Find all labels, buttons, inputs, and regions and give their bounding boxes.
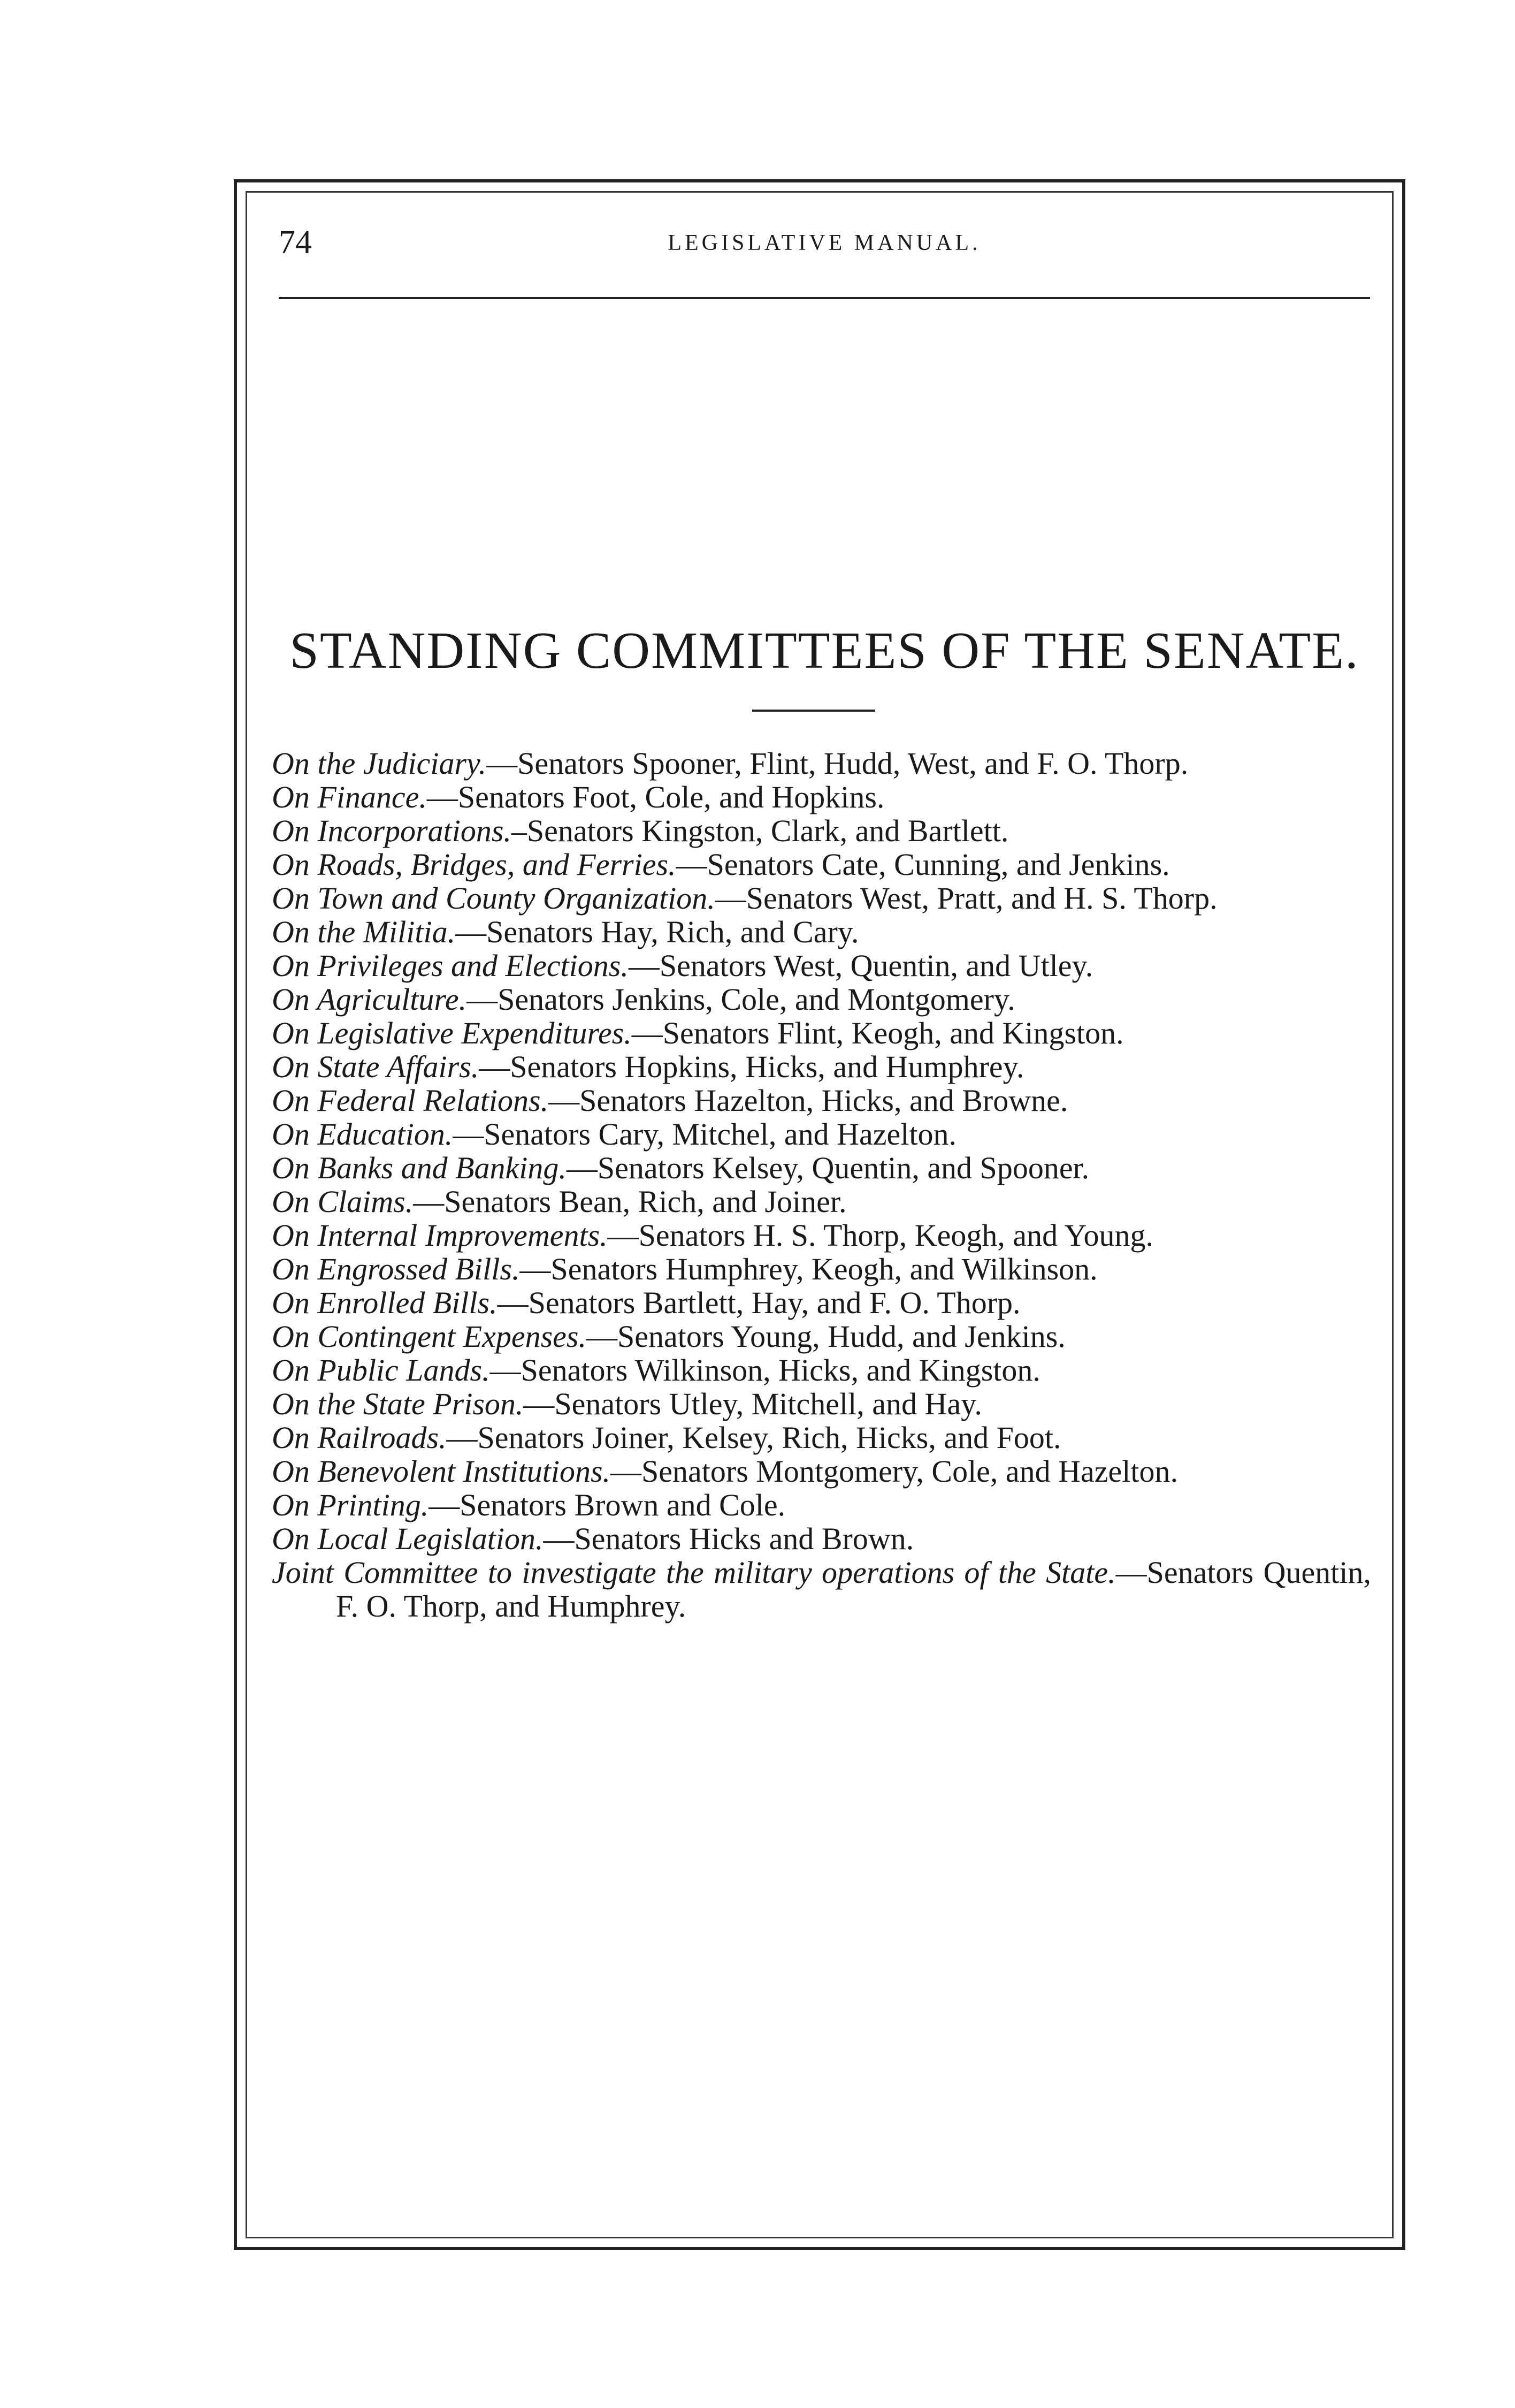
page-number: 74 <box>279 224 312 261</box>
committee-name: On Privileges and Elections. <box>272 948 629 983</box>
title-rule <box>752 710 875 712</box>
committee-members: —Senators West, Pratt, and H. S. Thorp. <box>715 881 1218 916</box>
committee-members: —Senators Flint, Keogh, and Kingston. <box>631 1016 1124 1050</box>
committee-members: —Senators Wilkinson, Hicks, and Kingston. <box>489 1353 1040 1388</box>
committee-entry <box>272 780 1371 814</box>
committee-entry <box>272 1522 1371 1556</box>
committee-name: On Claims. <box>272 1184 414 1219</box>
running-title: LEGISLATIVE MANUAL. <box>668 231 981 255</box>
committee-members: —Senators Jenkins, Cole, and Montgomery. <box>466 982 1015 1017</box>
committee-name: On Legislative Expenditures. <box>272 1016 632 1050</box>
committee-entry <box>272 1421 1371 1454</box>
committee-entry <box>272 1286 1371 1320</box>
committee-name: On Agriculture. <box>272 982 467 1017</box>
committee-entry <box>272 1218 1371 1252</box>
committee-members: —Senators Cate, Cunning, and Jenkins. <box>676 847 1170 882</box>
committee-members: —Senators Quentin, F. O. Thorp, and Humphrey. <box>336 1555 1371 1624</box>
committee-entry <box>272 1320 1371 1353</box>
committee-entry <box>272 1353 1371 1387</box>
committee-name: On Internal Improvements. <box>272 1218 608 1253</box>
committee-members: —Senators Brown and Cole. <box>429 1488 786 1522</box>
committee-entry <box>272 1050 1371 1084</box>
committee-name: On Printing. <box>272 1488 429 1522</box>
committee-members: —Senators Bartlett, Hay, and F. O. Thorp. <box>497 1285 1021 1320</box>
section-title: STANDING COMMITTEES OF THE SENATE. <box>289 622 1359 680</box>
committee-members: —Senators Spooner, Flint, Hudd, West, and F. O. Thorp. <box>486 746 1189 781</box>
committee-entry <box>272 1151 1371 1185</box>
committee-name: On Finance. <box>272 780 427 814</box>
committee-entry <box>272 746 1371 780</box>
committee-entry <box>272 1252 1371 1286</box>
header-rule <box>279 297 1370 299</box>
committee-name: On Enrolled Bills. <box>272 1285 498 1320</box>
committee-members: —Senators Joiner, Kelsey, Rich, Hicks, and Foot. <box>446 1420 1061 1455</box>
committee-name: On Local Legislation. <box>272 1521 544 1556</box>
committee-members: —Senators Montgomery, Cole, and Hazelton. <box>610 1454 1179 1489</box>
committee-entry <box>272 1488 1371 1522</box>
committee-members: —Senators Hay, Rich, and Cary. <box>455 915 859 949</box>
committee-members: —Senators Young, Hudd, and Jenkins. <box>586 1319 1066 1354</box>
committee-members: —Senators Foot, Cole, and Hopkins. <box>426 780 885 814</box>
committee-name: On Railroads. <box>272 1420 447 1455</box>
committee-members: —Senators Kelsey, Quentin, and Spooner. <box>566 1150 1090 1185</box>
running-head <box>279 224 1370 261</box>
committee-members: —Senators H. S. Thorp, Keogh, and Young. <box>607 1218 1154 1253</box>
committee-entry <box>272 949 1371 982</box>
committee-list <box>272 746 1371 1623</box>
committee-entry <box>272 814 1371 848</box>
committee-members: —Senators West, Quentin, and Utley. <box>628 948 1093 983</box>
committee-name: On Benevolent Institutions. <box>272 1454 611 1489</box>
committee-members: —Senators Utley, Mitchell, and Hay. <box>523 1386 982 1421</box>
committee-name: On Town and County Organization. <box>272 881 715 916</box>
committee-members: —Senators Bean, Rich, and Joiner. <box>413 1184 847 1219</box>
committee-entry <box>272 1387 1371 1421</box>
committee-entry <box>272 915 1371 949</box>
committee-name: On the Judiciary. <box>272 746 487 781</box>
committee-members: —Senators Hicks and Brown. <box>543 1521 914 1556</box>
committee-entry <box>272 881 1371 915</box>
committee-entry <box>272 1556 1371 1623</box>
committee-entry <box>272 1016 1371 1050</box>
committee-name: On the Militia. <box>272 915 456 949</box>
committee-entry <box>272 1454 1371 1488</box>
committee-name: Joint Committee to investigate the military operations of the State. <box>272 1555 1116 1590</box>
committee-entry <box>272 1185 1371 1218</box>
committee-entry <box>272 1084 1371 1117</box>
committee-name: On Engrossed Bills. <box>272 1252 520 1286</box>
committee-name: On Contingent Expenses. <box>272 1319 586 1354</box>
committee-name: On Education. <box>272 1117 453 1152</box>
committee-name: On the State Prison. <box>272 1386 524 1421</box>
committee-name: On Incorporations. <box>272 813 511 848</box>
committee-members: —Senators Hazelton, Hicks, and Browne. <box>548 1083 1068 1118</box>
committee-members: —Senators Cary, Mitchel, and Hazelton. <box>453 1117 957 1152</box>
committee-members: —Senators Hopkins, Hicks, and Humphrey. <box>479 1049 1024 1084</box>
committee-name: On Roads, Bridges, and Ferries. <box>272 847 676 882</box>
committee-name: On State Affairs. <box>272 1049 479 1084</box>
committee-name: On Federal Relations. <box>272 1083 549 1118</box>
committee-entry <box>272 848 1371 881</box>
committee-entry <box>272 982 1371 1016</box>
committee-entry <box>272 1117 1371 1151</box>
committee-members: –Senators Kingston, Clark, and Bartlett. <box>511 813 1009 848</box>
committee-members: —Senators Humphrey, Keogh, and Wilkinson. <box>519 1252 1098 1286</box>
committee-name: On Banks and Banking. <box>272 1150 567 1185</box>
committee-name: On Public Lands. <box>272 1353 490 1388</box>
